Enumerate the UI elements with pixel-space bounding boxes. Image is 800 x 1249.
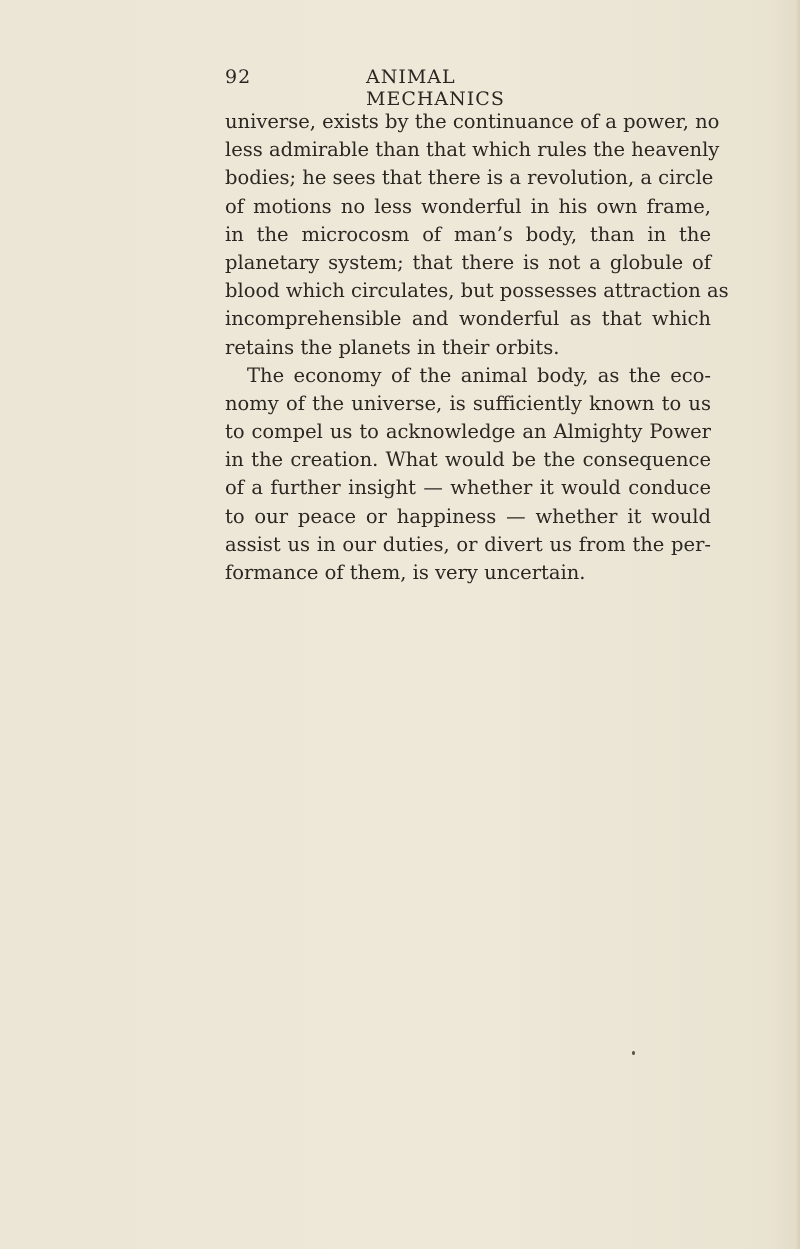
body-text [225, 108, 729, 587]
text-line: to our peace or happiness — whether it would [225, 504, 711, 528]
text-line: assist us in our duties, or divert us from the per- [225, 532, 711, 556]
running-title: ANIMAL MECHANICS [366, 66, 505, 110]
text-line: of motions no less wonderful in his own frame, [225, 194, 711, 218]
page-edge-shadow [794, 0, 800, 1249]
text-line: bodies; he sees that there is a revolution, a circle [225, 166, 714, 190]
text-line: blood which circulates, but possesses attraction as [225, 279, 729, 303]
text-line: formance of them, is very uncertain. [225, 561, 586, 584]
text-line: The economy of the animal body, as the eco- [247, 363, 711, 387]
text-line: incomprehensible and wonderful as that which [225, 307, 711, 331]
text-line: retains the planets in their orbits. [225, 335, 560, 359]
running-head [225, 66, 590, 110]
text-line: to compel us to acknowledge an Almighty Power [225, 420, 711, 444]
text-line: in the creation. What would be the consequence [225, 448, 711, 472]
text-line: nomy of the universe, is sufficiently known to us [225, 391, 711, 415]
text-line: planetary system; that there is not a globule of [225, 250, 711, 274]
text-line: less admirable than that which rules the heavenly [225, 138, 720, 162]
page-number: 92 [225, 66, 252, 88]
text-line: of a further insight — whether it would conduce [225, 476, 711, 500]
text-line: universe, exists by the continuance of a power, no [225, 110, 720, 133]
paper-speck [632, 1051, 635, 1055]
text-line: in the microcosm of man’s body, than in the [225, 222, 711, 246]
